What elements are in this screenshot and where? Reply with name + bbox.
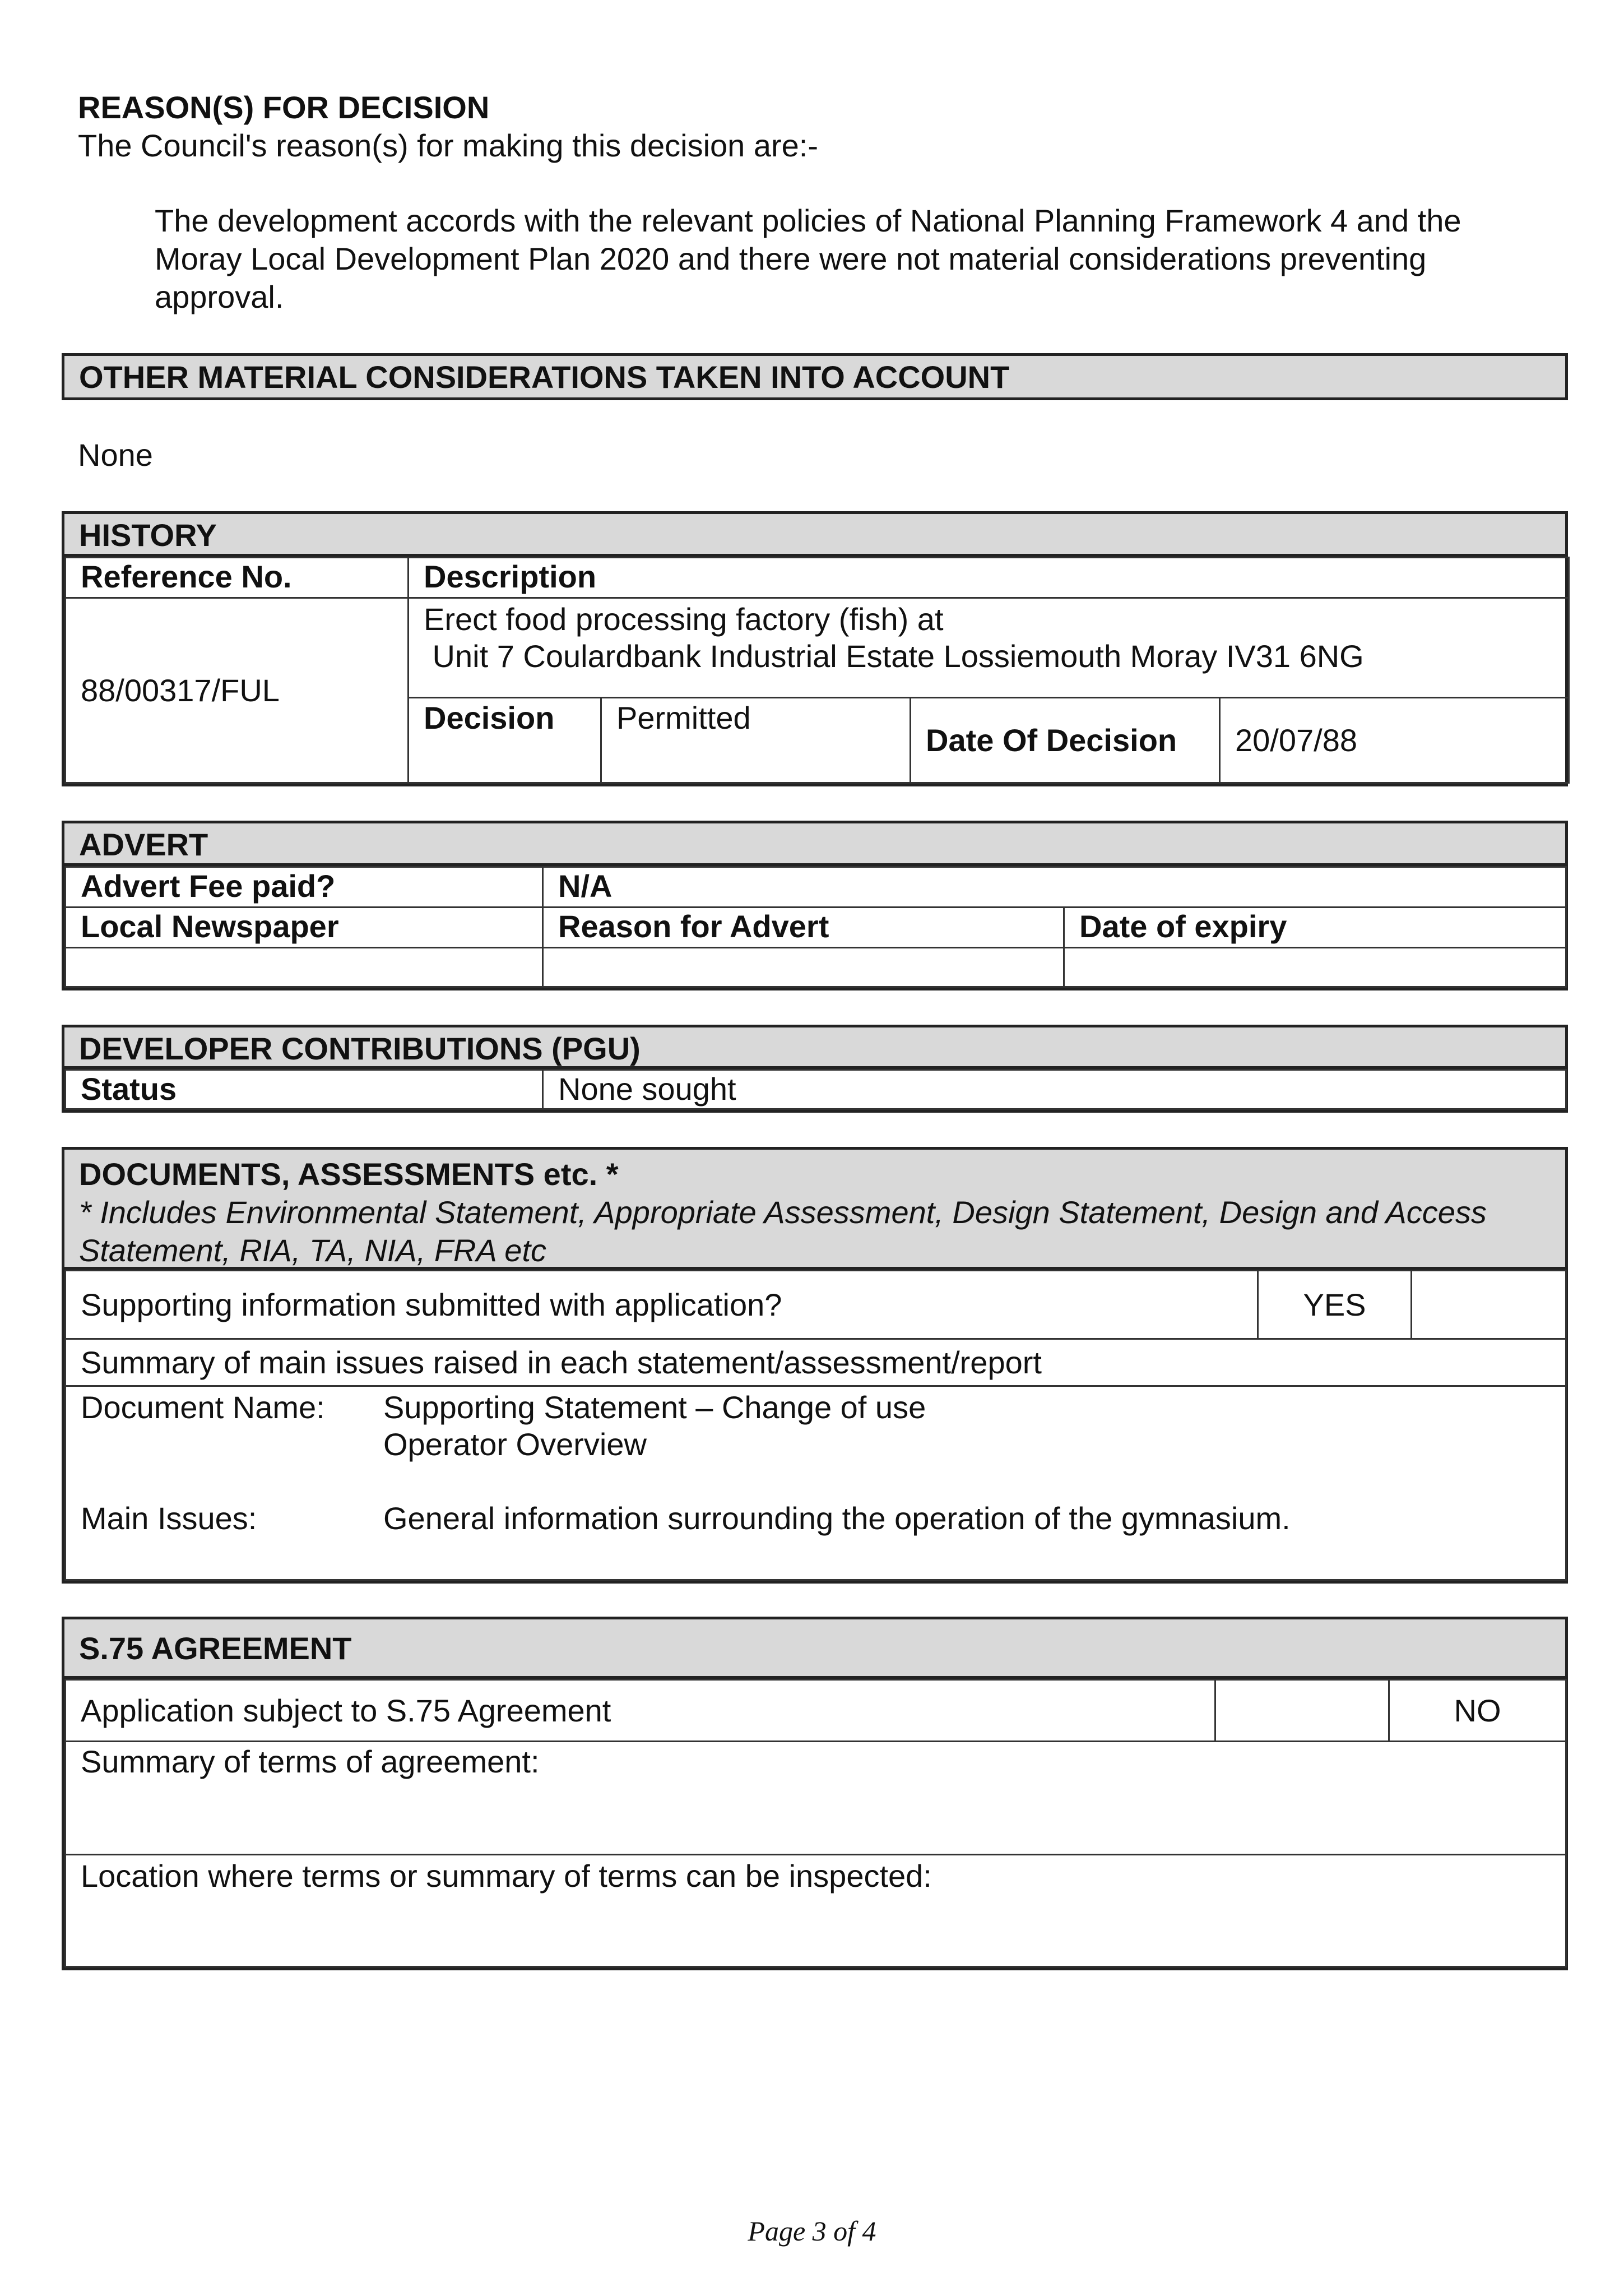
table-row	[66, 867, 1566, 908]
advert-heading: ADVERT	[64, 823, 1565, 866]
documents-issues-value: General information surrounding the operation of the gymnasium.	[383, 1501, 1291, 1536]
s75-subject-value: NO	[1389, 1680, 1566, 1742]
advert-col-reason: Reason for Advert	[543, 908, 1064, 948]
s75-subject-label: Application subject to S.75 Agreement	[66, 1680, 1215, 1742]
reason-line: approval.	[155, 279, 284, 314]
developer-contributions-section	[62, 1025, 1568, 1113]
reason-body	[155, 202, 1556, 316]
history-col-ref: Reference No.	[66, 558, 409, 598]
other-material-value: None	[78, 437, 153, 473]
history-table	[64, 557, 1570, 784]
s75-section	[62, 1617, 1568, 1970]
other-material-section	[62, 353, 1568, 400]
history-decision-value: Permitted	[601, 698, 911, 783]
history-section	[62, 511, 1568, 786]
history-description	[409, 598, 1569, 698]
advert-cell-empty	[543, 948, 1064, 987]
advert-col-expiry: Date of expiry	[1064, 908, 1566, 948]
history-description-line: Unit 7 Coulardbank Industrial Estate Lossiemouth Moray IV31 6NG	[424, 638, 1364, 674]
history-decision-label: Decision	[409, 698, 601, 783]
s75-location-label: Location where terms or summary of terms can be inspected:	[66, 1855, 1566, 1967]
advert-cell-empty	[66, 948, 543, 987]
advert-col-newspaper: Local Newspaper	[66, 908, 543, 948]
documents-name-values	[383, 1389, 926, 1463]
developer-contributions-table	[64, 1069, 1567, 1110]
history-heading: HISTORY	[64, 514, 1565, 557]
documents-table	[64, 1270, 1567, 1581]
documents-section	[62, 1147, 1568, 1584]
page-number: Page 3 of 4	[748, 2215, 876, 2247]
documents-details	[66, 1386, 1566, 1580]
documents-name-line: Operator Overview	[383, 1427, 647, 1462]
documents-supporting-label: Supporting information submitted with application?	[66, 1271, 1258, 1339]
documents-summary-label: Summary of main issues raised in each statement/assessment/report	[66, 1339, 1566, 1386]
reason-line: The development accords with the relevant policies of National Planning Framework 4 and the	[155, 203, 1461, 238]
documents-note-line: Statement, RIA, TA, NIA, FRA etc	[79, 1233, 547, 1268]
s75-subject-empty	[1215, 1680, 1389, 1742]
documents-name-row	[81, 1389, 1551, 1463]
table-row	[66, 1271, 1566, 1339]
documents-supporting-value: YES	[1258, 1271, 1412, 1339]
table-row	[66, 1386, 1566, 1580]
reason-heading: REASON(S) FOR DECISION	[78, 90, 490, 125]
history-date-label: Date Of Decision	[911, 698, 1220, 783]
table-row	[66, 948, 1566, 987]
table-row	[66, 1742, 1566, 1855]
reason-intro: The Council's reason(s) for making this decision are:-	[78, 128, 819, 163]
documents-heading-block	[64, 1150, 1565, 1270]
s75-table	[64, 1679, 1567, 1968]
documents-name-label: Document Name:	[81, 1390, 325, 1425]
table-row	[66, 1339, 1566, 1386]
documents-name-line: Supporting Statement – Change of use	[383, 1390, 926, 1425]
table-row	[66, 1680, 1566, 1742]
developer-status-label: Status	[66, 1070, 543, 1109]
s75-heading: S.75 AGREEMENT	[64, 1619, 1565, 1679]
table-row	[66, 908, 1566, 948]
s75-summary-label: Summary of terms of agreement:	[66, 1742, 1566, 1855]
documents-issues-label: Main Issues:	[81, 1501, 257, 1536]
table-row	[66, 598, 1569, 698]
history-col-desc: Description	[409, 558, 1569, 598]
developer-status-value: None sought	[543, 1070, 1566, 1109]
history-date-value: 20/07/88	[1220, 698, 1569, 783]
advert-fee-value: N/A	[543, 867, 1566, 908]
developer-contributions-heading: DEVELOPER CONTRIBUTIONS (PGU)	[64, 1027, 1565, 1069]
reason-line: Moray Local Development Plan 2020 and there were not material considerations preventing	[155, 241, 1427, 276]
advert-section	[62, 821, 1568, 990]
history-reference: 88/00317/FUL	[66, 598, 409, 783]
table-row	[66, 1855, 1566, 1967]
history-description-line: Erect food processing factory (fish) at	[424, 601, 944, 637]
documents-issues-row	[81, 1500, 1551, 1537]
table-row	[66, 1070, 1566, 1109]
documents-note-line: * Includes Environmental Statement, Appropriate Assessment, Design Statement, Design and Access	[79, 1195, 1487, 1230]
advert-cell-empty	[1064, 948, 1566, 987]
table-row	[66, 558, 1569, 598]
advert-table	[64, 866, 1567, 988]
documents-supporting-empty	[1412, 1271, 1566, 1339]
documents-heading: DOCUMENTS, ASSESSMENTS etc. *	[79, 1156, 619, 1192]
other-material-heading: OTHER MATERIAL CONSIDERATIONS TAKEN INTO ACCOUNT	[64, 356, 1565, 397]
advert-fee-label: Advert Fee paid?	[66, 867, 543, 908]
